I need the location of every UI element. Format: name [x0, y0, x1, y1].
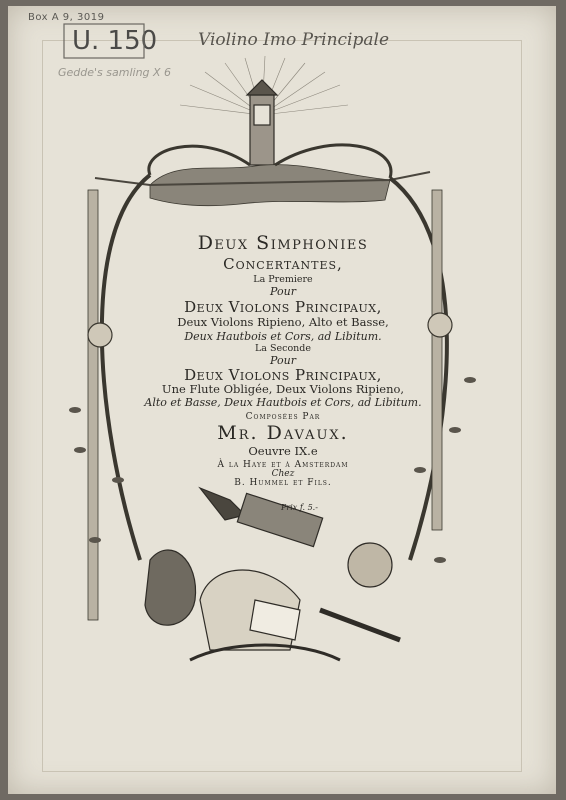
instruments-1-ripieno: Deux Violons Ripieno, Alto et Basse,	[177, 315, 389, 329]
instruments-2-principal: Deux Violons Principaux,	[184, 366, 382, 384]
left-rosette-icon	[88, 323, 112, 347]
title-line-2: Concertantes,	[223, 255, 343, 273]
pour-label-1: Pour	[270, 285, 296, 298]
shelfmark-stamp: Box A 9, 3019	[28, 12, 105, 23]
composer-name: Mr. Davaux.	[217, 422, 349, 444]
lantern-icon	[247, 80, 277, 165]
instruments-1-principal: Deux Violons Principaux,	[184, 298, 382, 316]
instruments-2-flute: Une Flute Obligée, Deux Violons Ripieno,	[161, 382, 405, 396]
pencil-note: Gedde's samling X 6	[58, 66, 172, 79]
instruments-2-winds: Alto et Basse, Deux Hautbois et Cors, ad Libitum.	[144, 396, 422, 409]
opus-number: Oeuvre IX.e	[248, 444, 318, 458]
publisher-name: B. Hummel et Fils.	[234, 478, 332, 488]
pour-label-2: Pour	[270, 354, 296, 367]
left-ribbon	[88, 190, 98, 620]
instruments-1-winds: Deux Hautbois et Cors, ad Libitum.	[184, 330, 382, 343]
first-symphony-label: La Premiere	[253, 274, 313, 285]
call-number-box	[64, 24, 144, 58]
imprint-place: À la Haye et à Amsterdam	[217, 460, 349, 470]
imprint-chez: Chez	[271, 469, 295, 479]
instruments-trophy-icon	[145, 488, 400, 660]
second-symphony-label: La Seconde	[255, 343, 311, 354]
composed-by-label: Composées Par	[245, 412, 321, 422]
title-line-1: Deux Simphonies	[197, 232, 369, 254]
call-number: U. 150	[72, 26, 158, 56]
part-name: Violino Imo Principale	[198, 30, 390, 50]
price-label: Prix f. 5.-	[281, 503, 318, 512]
